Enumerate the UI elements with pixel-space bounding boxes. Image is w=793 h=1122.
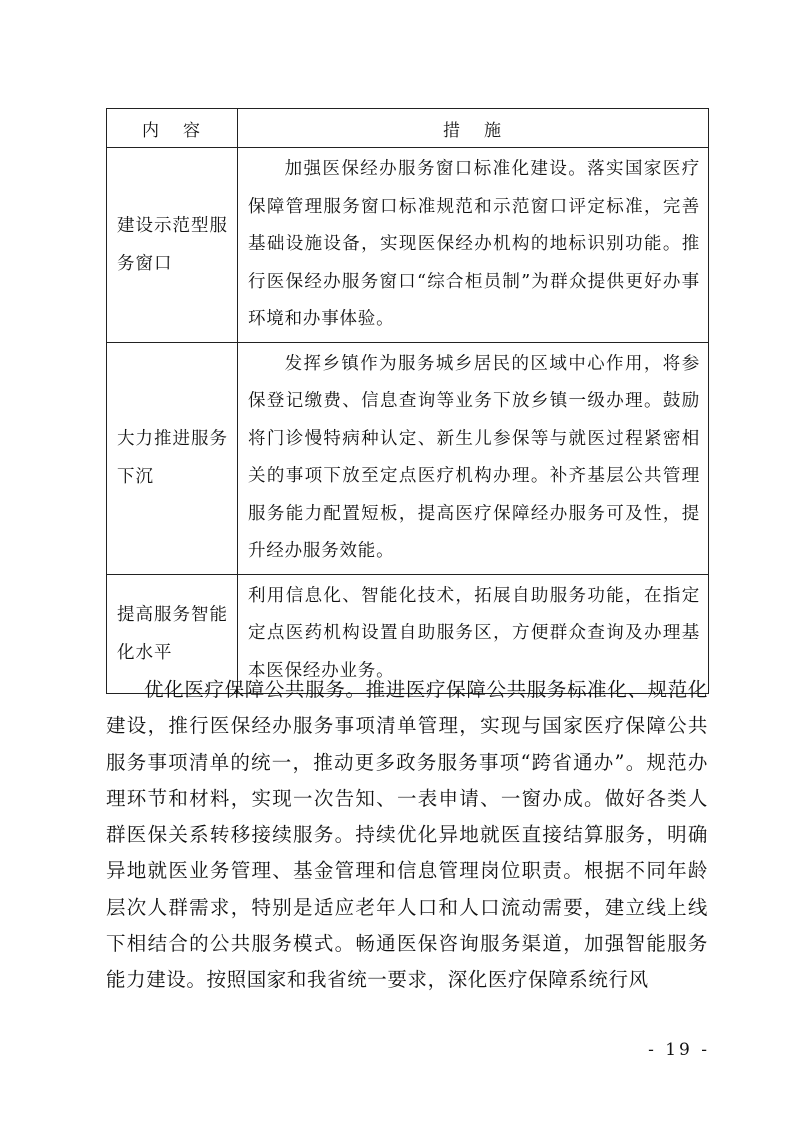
table-row [107, 148, 709, 343]
header-measures-char-1: 措 [443, 120, 462, 141]
row-label: 提高服务智能化水平 [107, 574, 238, 694]
row-measures-text: 加强医保经办服务窗口标准化建设。落实国家医疗保障管理服务窗口标准规范和示范窗口评定标准，完善基础设施设备，实现医保经办机构的地标识别功能。推行医保经办服务窗口“综合柜员制”为群众提供更好办事环境和办事体验。 [248, 159, 700, 329]
row-measures-text: 利用信息化、智能化技术，拓展自助服务功能，在指定定点医药机构设置自助服务区，方便群众查询及办理基本医保经办业务。 [248, 585, 700, 681]
row-measures-cell [238, 342, 709, 574]
body-paragraph-text: 优化医疗保障公共服务。推进医疗保障公共服务标准化、规范化建设，推行医保经办服务事项清单管理，实现与国家医疗保障公共服务事项清单的统一，推动更多政务服务事项“跨省通办”。规范办理环节和材料，实现一次告知、一表申请、一窗办成。做好各类人群医保关系转移接续服务。持续优化异地就医直接结算服务，明确异地就医业务管理、基金管理和信息管理岗位职责。根据不同年龄层次人群需求，特别是适应老年人口和人口流动需要，建立线上线下相结合的公共服务模式。畅通医保咨询服务渠道，加强智能服务能力建设。按照国家和我省统一要求，深化医疗保障系统行风 [106, 678, 708, 992]
page-number: - 19 - [648, 1040, 710, 1060]
row-label: 建设示范型服务窗口 [107, 148, 238, 343]
body-paragraph [106, 672, 708, 999]
table-row [107, 342, 709, 574]
table-header-row [107, 109, 709, 148]
header-content-char-2: 容 [183, 120, 202, 141]
header-content-cell [107, 109, 238, 148]
row-label: 大力推进服务下沉 [107, 342, 238, 574]
header-content-char-1: 内 [142, 120, 161, 141]
row-measures-cell [238, 148, 709, 343]
header-measures-cell [238, 109, 709, 148]
row-measures-text: 发挥乡镇作为服务城乡居民的区域中心作用，将参保登记缴费、信息查询等业务下放乡镇一级办理。鼓励将门诊慢特病种认定、新生儿参保等与就医过程紧密相关的事项下放至定点医疗机构办理。补齐基层公共管理服务能力配置短板，提高医疗保障经办服务可及性，提升经办服务效能。 [248, 353, 700, 561]
header-measures-char-2: 施 [484, 120, 503, 141]
measures-table [106, 108, 709, 694]
